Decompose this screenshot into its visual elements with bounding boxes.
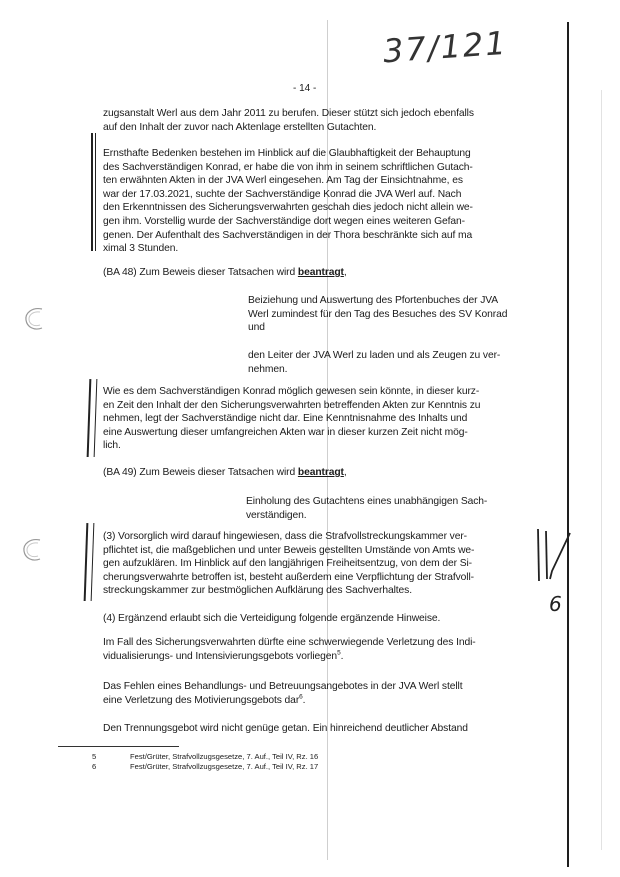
emphasis-beantragt: beantragt	[297, 267, 344, 278]
evidence-item	[248, 294, 507, 335]
paragraph-trennung: Den Trennungsgebot wird nicht genüge getan. Ein hinreichend deutlicher Abstand	[103, 723, 468, 734]
margin-bar	[91, 523, 95, 601]
paragraph-bedenken	[103, 147, 473, 256]
text-line: Wie es dem Sachverständigen Konrad möglich gewesen sein könnte, in dieser kurz-	[103, 386, 480, 397]
scan-edge-line	[567, 22, 569, 867]
text-line: und	[248, 322, 265, 334]
evidence-item	[246, 495, 487, 522]
text-line: lich.	[103, 440, 121, 452]
margin-note-mark	[528, 523, 574, 587]
text-line: war der 17.03.2021, suchte der Sachverständige Konrad die JVA Werl auf. Nach	[103, 188, 462, 200]
emphasis-beantragt: beantragt	[297, 467, 344, 478]
margin-bar	[84, 523, 88, 601]
text-line: auf den Inhalt der zuvor nach Aktenlage erstellten Gutachten.	[103, 121, 377, 133]
text-line: den Erkenntnissen des Sicherungsverwahrten geschah dies jedoch nicht allein we-	[103, 202, 473, 214]
footnote	[92, 752, 318, 762]
text-line: (3) Vorsorglich wird darauf hingewiesen, dass die Strafvollstreckungskammer ver-	[103, 531, 467, 542]
evidence-request-ba49: (BA 49) Zum Beweis dieser Tatsachen wird beantragt,	[103, 467, 347, 478]
evidence-item	[248, 349, 500, 376]
text-line: gen aufzuklären. Im Hinblick auf den langjährigen Freiheitsentzug, von dem der Si-	[103, 558, 472, 570]
text-line: verständigen.	[246, 509, 307, 521]
footnote-separator	[58, 746, 179, 747]
text-line: gen ihm. Vorstellig wurde der Sachverständige dort wegen eines weiteren Gefan-	[103, 215, 465, 227]
margin-note-mark-text	[0, 0, 1, 1]
text-line: Beiziehung und Auswertung des Pfortenbuches der JVA	[248, 295, 499, 306]
text-line: eine Verletzung des Motivierungsgebots dar$^6$.	[103, 693, 306, 706]
text-line: vidualisierungs- und Intensivierungsgebots vorliegen$^5$.	[103, 649, 344, 662]
paragraph-individualisierung	[103, 636, 476, 663]
scan-edge-line-faint	[601, 90, 602, 850]
text-line: ximal 3 Stunden.	[103, 243, 179, 255]
text-line: Werl zumindest für den Tag des Besuches des SV Konrad	[248, 308, 508, 320]
punch-hole-bottom	[20, 536, 46, 564]
text-line: streckungskammer zur bestmöglichen Aufklärung des Sachverhaltes.	[103, 585, 412, 597]
text-line: Einholung des Gutachtens eines unabhängigen Sach-	[246, 496, 488, 507]
margin-bar	[95, 133, 96, 251]
paragraph-moeglichkeit	[103, 385, 480, 453]
punch-hole-top	[22, 305, 48, 333]
text-line: Im Fall des Sicherungsverwahrten dürfte eine schwerwiegende Verletzung des Indi-	[103, 637, 476, 648]
handwritten-page-number: 37/121	[381, 23, 509, 71]
footnote-ref: 6	[299, 693, 303, 701]
text-line: zugsanstalt Werl aus dem Jahr 2011 zu berufen. Dieser stützt sich jedoch ebenfalls	[103, 108, 474, 119]
margin-bar	[91, 133, 93, 251]
paragraph-vorsorglich	[103, 530, 474, 598]
footnote-number: 5	[92, 752, 97, 761]
paragraph-continued	[103, 107, 474, 134]
margin-note-digit: 6	[549, 592, 562, 616]
text-line: des Sachverständigen Konrad, er habe die von ihm in seinem schriftlichen Gutach-	[103, 161, 473, 173]
paragraph-ergaenzend: (4) Ergänzend erlaubt sich die Verteidigung folgende ergänzende Hinweise.	[103, 613, 441, 624]
paragraph-motivierung	[103, 680, 463, 707]
footnote-text: Fest/Grüter, Strafvollzugsgesetze, 7. Auf., Teil IV, Rz. 16	[130, 752, 319, 761]
footnote-text: Fest/Grüter, Strafvollzugsgesetze, 7. Auf., Teil IV, Rz. 17	[130, 762, 319, 771]
text-line: eine Auswertung dieser umfangreichen Akten war in dieser kurzen Zeit nicht mög-	[103, 426, 468, 438]
text-line: en Zeit den Inhalt der den Sicherungsverwahrten betreffenden Akten zur Kenntnis zu	[103, 399, 481, 411]
margin-bar	[87, 379, 91, 457]
text-line: den Leiter der JVA Werl zu laden und als Zeugen zu ver-	[248, 350, 501, 361]
margin-bar	[94, 379, 98, 457]
text-line: nehmen.	[248, 363, 288, 375]
footnote-ref: 5	[337, 649, 341, 657]
text-line: ten erwähnten Akten in der JVA Werl eingesehen. Am Tag der Einsichtnahme, es	[103, 175, 463, 187]
text-line: nehmen, legt der Sachverständige nicht dar. Eine Kenntnisnahme des Inhalts und	[103, 413, 468, 425]
text-line: genen. Der Aufenthalt des Sachverständigen in der Thora beschränkte sich auf ma	[103, 229, 473, 241]
text-line: pflichtet ist, die maßgeblichen und unter Beweis gestellten Umstände von Amts we-	[103, 544, 475, 556]
footnote	[92, 762, 318, 772]
text-line: Das Fehlen eines Behandlungs- und Betreuungsangebotes in der JVA Werl stellt	[103, 681, 463, 692]
evidence-request-ba48: (BA 48) Zum Beweis dieser Tatsachen wird beantragt,	[103, 267, 347, 278]
page-number: - 14 -	[293, 83, 317, 94]
footnote-number: 6	[92, 762, 97, 771]
text-line: cherungsverwahrte betroffen ist, besteht außerdem eine Verpflichtung der Strafvoll-	[103, 571, 474, 583]
text-line: Ernsthafte Bedenken bestehen im Hinblick auf die Glaubhaftigkeit der Behauptung	[103, 148, 471, 159]
